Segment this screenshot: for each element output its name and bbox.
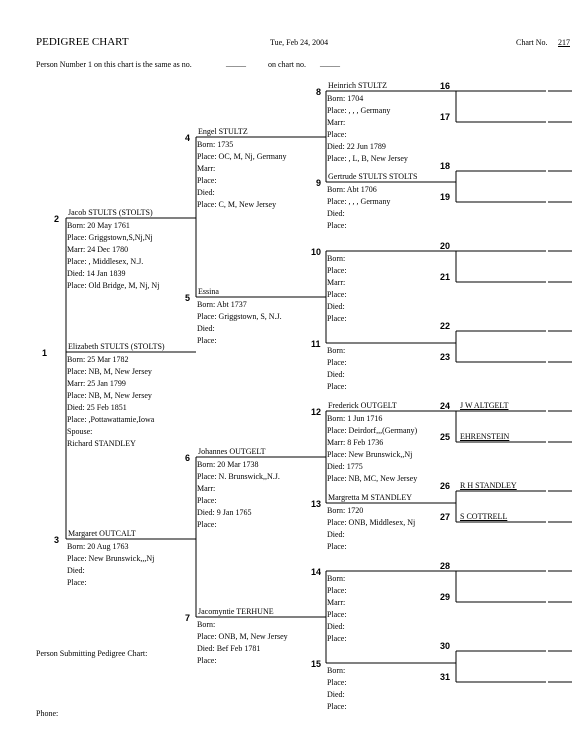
- person-detail-line: Place: Old Bridge, M, Nj, Nj: [67, 281, 160, 290]
- person-detail-line: Place: ,Pottawattamie,Iowa: [67, 415, 155, 424]
- person-detail-line: Place: N. Brunswick,,N.J.: [197, 472, 280, 481]
- person-detail-line: Place:: [327, 586, 347, 595]
- page-title: PEDIGREE CHART: [36, 36, 129, 48]
- person-detail-line: Place:: [327, 130, 347, 139]
- person-detail-line: Place: , , , Germany: [327, 106, 391, 115]
- person-number-5: 5: [185, 293, 191, 303]
- person-detail-line: Died: 9 Jan 1765: [197, 508, 252, 517]
- person-detail-line: Place:: [327, 610, 347, 619]
- person-detail-line: Died: 25 Feb 1851: [67, 403, 127, 412]
- person-detail-line: Place:: [327, 702, 347, 711]
- chart-no-label: Chart No.: [516, 38, 548, 47]
- person-detail-line: Place: ONB, M, New Jersey: [197, 632, 288, 641]
- person-name-6: Johannes OUTGELT: [198, 447, 266, 456]
- person-detail-line: Place:: [197, 496, 217, 505]
- person-detail-line: Born:: [327, 666, 346, 675]
- person-number-10: 10: [311, 247, 322, 257]
- person-detail-line: Marr: 25 Jan 1799: [67, 379, 126, 388]
- person-number-6: 6: [185, 453, 191, 463]
- person-detail-line: Marr:: [327, 598, 346, 607]
- person-detail-line: Place: New Brunswick,,,Nj: [67, 554, 155, 563]
- person-number-1: 1: [42, 348, 48, 358]
- person-detail-line: Place: Deirdorf,,,(Germany): [327, 426, 418, 435]
- person-detail-line: Marr:: [327, 118, 346, 127]
- ancestor-name-24: J W ALTGELT: [460, 401, 509, 410]
- person-name-2: Jacob STULTS (STOLTS): [68, 208, 153, 217]
- person-number-15: 15: [311, 659, 322, 669]
- ancestor-number-17: 17: [440, 112, 451, 122]
- ancestor-number-18: 18: [440, 161, 451, 171]
- ancestor-number-30: 30: [440, 641, 451, 651]
- person-detail-line: Died: Bef Feb 1781: [197, 644, 261, 653]
- person-detail-line: Born: 20 May 1761: [67, 221, 130, 230]
- person-detail-line: Marr: 8 Feb 1736: [327, 438, 384, 447]
- person-detail-line: Place: New Brunswick,,Nj: [327, 450, 413, 459]
- ancestor-number-28: 28: [440, 561, 451, 571]
- person-number-blank: _____: [226, 59, 246, 68]
- person-detail-line: Born:: [327, 574, 346, 583]
- person-name-5: Essina: [198, 287, 219, 296]
- person-number-9: 9: [316, 178, 322, 188]
- person-detail-line: Place: ONB, Middlesex, Nj: [327, 518, 416, 527]
- person-name-3: Margaret OUTCALT: [68, 529, 136, 538]
- person-detail-line: Place: OC, M, Nj, Germany: [197, 152, 287, 161]
- person-detail-line: Born: 1 Jun 1716: [327, 414, 383, 423]
- person-detail-line: Born: 25 Mar 1782: [67, 355, 129, 364]
- person-detail-line: Died: 14 Jan 1839: [67, 269, 126, 278]
- ancestor-number-16: 16: [440, 81, 451, 91]
- chart-date: Tue, Feb 24, 2004: [270, 38, 329, 47]
- person-detail-line: Place:: [327, 290, 347, 299]
- person-detail-line: Place: Griggstown, S, N.J.: [197, 312, 282, 321]
- person-detail-line: Born: 1735: [197, 140, 234, 149]
- person-detail-line: Richard STANDLEY: [67, 439, 136, 448]
- person-detail-line: Place:: [67, 578, 87, 587]
- person-detail-line: Place: NB, M, New Jersey: [67, 367, 152, 376]
- person-number-12: 12: [311, 407, 322, 417]
- person-detail-line: Died: 22 Jun 1789: [327, 142, 386, 151]
- person-detail-line: Died: 1775: [327, 462, 363, 471]
- person-name-8: Heinrich STULTZ: [328, 81, 388, 90]
- person-number-text: Person Number 1 on this chart is the same as no.: [36, 60, 192, 69]
- person-detail-line: Born:: [327, 346, 346, 355]
- ancestor-number-22: 22: [440, 321, 451, 331]
- person-detail-line: Place:: [327, 382, 347, 391]
- ancestor-number-19: 19: [440, 192, 451, 202]
- phone-label: Phone:: [36, 709, 59, 718]
- person-name-12: Frederick OUTGELT: [328, 401, 397, 410]
- ancestor-number-26: 26: [440, 481, 451, 491]
- ancestor-number-23: 23: [440, 352, 451, 362]
- ancestor-name-25: EHRENSTEIN: [460, 432, 510, 441]
- person-number-14: 14: [311, 567, 322, 577]
- person-detail-line: Place:: [327, 314, 347, 323]
- person-detail-line: Place:: [327, 542, 347, 551]
- person-detail-line: Place:: [327, 358, 347, 367]
- person-detail-line: Place: Griggstown,S,Nj,Nj: [67, 233, 153, 242]
- person-detail-line: Place:: [197, 520, 217, 529]
- person-detail-line: Born: 1720: [327, 506, 364, 515]
- ancestor-name-27: S COTTRELL: [460, 512, 508, 521]
- person-name-1: Elizabeth STULTS (STOLTS): [68, 342, 165, 351]
- person-detail-line: Place: , Middlesex, N.J.: [67, 257, 144, 266]
- person-detail-line: Born: 20 Mar 1738: [197, 460, 259, 469]
- person-detail-line: Marr:: [197, 484, 216, 493]
- ancestor-name-26: R H STANDLEY: [460, 481, 517, 490]
- person-name-4: Engel STULTZ: [198, 127, 248, 136]
- person-detail-line: Marr:: [197, 164, 216, 173]
- person-detail-line: Died:: [327, 209, 345, 218]
- person-detail-line: Born: Abt 1706: [327, 185, 377, 194]
- person-number-13: 13: [311, 499, 322, 509]
- person-detail-line: Died:: [197, 324, 215, 333]
- ancestor-number-25: 25: [440, 432, 451, 442]
- person-detail-line: Place:: [327, 634, 347, 643]
- person-name-7: Jacomyntie TERHUNE: [198, 607, 274, 616]
- ancestor-number-29: 29: [440, 592, 451, 602]
- person-number-2: 2: [54, 214, 60, 224]
- person-name-13: Margretta M STANDLEY: [328, 493, 413, 502]
- person-detail-line: Died:: [327, 530, 345, 539]
- person-detail-line: Born: 1704: [327, 94, 364, 103]
- person-detail-line: Marr: 24 Dec 1780: [67, 245, 129, 254]
- person-detail-line: Place: C, M, New Jersey: [197, 200, 277, 209]
- person-detail-line: Place:: [197, 656, 217, 665]
- ancestor-number-31: 31: [440, 672, 451, 682]
- person-number-11: 11: [311, 339, 321, 349]
- person-name-9: Gertrude STULTS STOLTS: [328, 172, 418, 181]
- person-detail-line: Born:: [197, 620, 216, 629]
- person-number-7: 7: [185, 613, 191, 623]
- person-detail-line: Place:: [327, 678, 347, 687]
- on-chart-no-blank: _____: [320, 59, 340, 68]
- person-detail-line: Died:: [327, 302, 345, 311]
- person-number-8: 8: [316, 87, 322, 97]
- ancestor-number-24: 24: [440, 401, 451, 411]
- ancestor-number-21: 21: [440, 272, 451, 282]
- person-detail-line: Place:: [197, 176, 217, 185]
- person-number-3: 3: [54, 535, 60, 545]
- person-number-4: 4: [185, 133, 191, 143]
- person-detail-line: Place: , , , Germany: [327, 197, 391, 206]
- person-detail-line: Place:: [327, 221, 347, 230]
- person-detail-line: Marr:: [327, 278, 346, 287]
- person-detail-line: Born: Abt 1737: [197, 300, 247, 309]
- person-detail-line: Born: 20 Aug 1763: [67, 542, 129, 551]
- ancestor-number-27: 27: [440, 512, 451, 522]
- person-submitting-label: Person Submitting Pedigree Chart:: [36, 649, 148, 658]
- person-detail-line: Died:: [67, 566, 85, 575]
- person-detail-line: Died:: [197, 188, 215, 197]
- person-detail-line: Died:: [327, 370, 345, 379]
- person-detail-line: Place: NB, MC, New Jersey: [327, 474, 418, 483]
- ancestor-number-20: 20: [440, 241, 451, 251]
- person-detail-line: Died:: [327, 690, 345, 699]
- person-detail-line: Place: , L, B, New Jersey: [327, 154, 408, 163]
- person-detail-line: Born:: [327, 254, 346, 263]
- person-detail-line: Place:: [197, 336, 217, 345]
- person-detail-line: Place:: [327, 266, 347, 275]
- person-detail-line: Died:: [327, 622, 345, 631]
- person-detail-line: Spouse:: [67, 427, 93, 436]
- person-detail-line: Place: NB, M, New Jersey: [67, 391, 152, 400]
- chart-no-value: 217: [558, 38, 570, 47]
- on-chart-no-text: on chart no.: [268, 60, 306, 69]
